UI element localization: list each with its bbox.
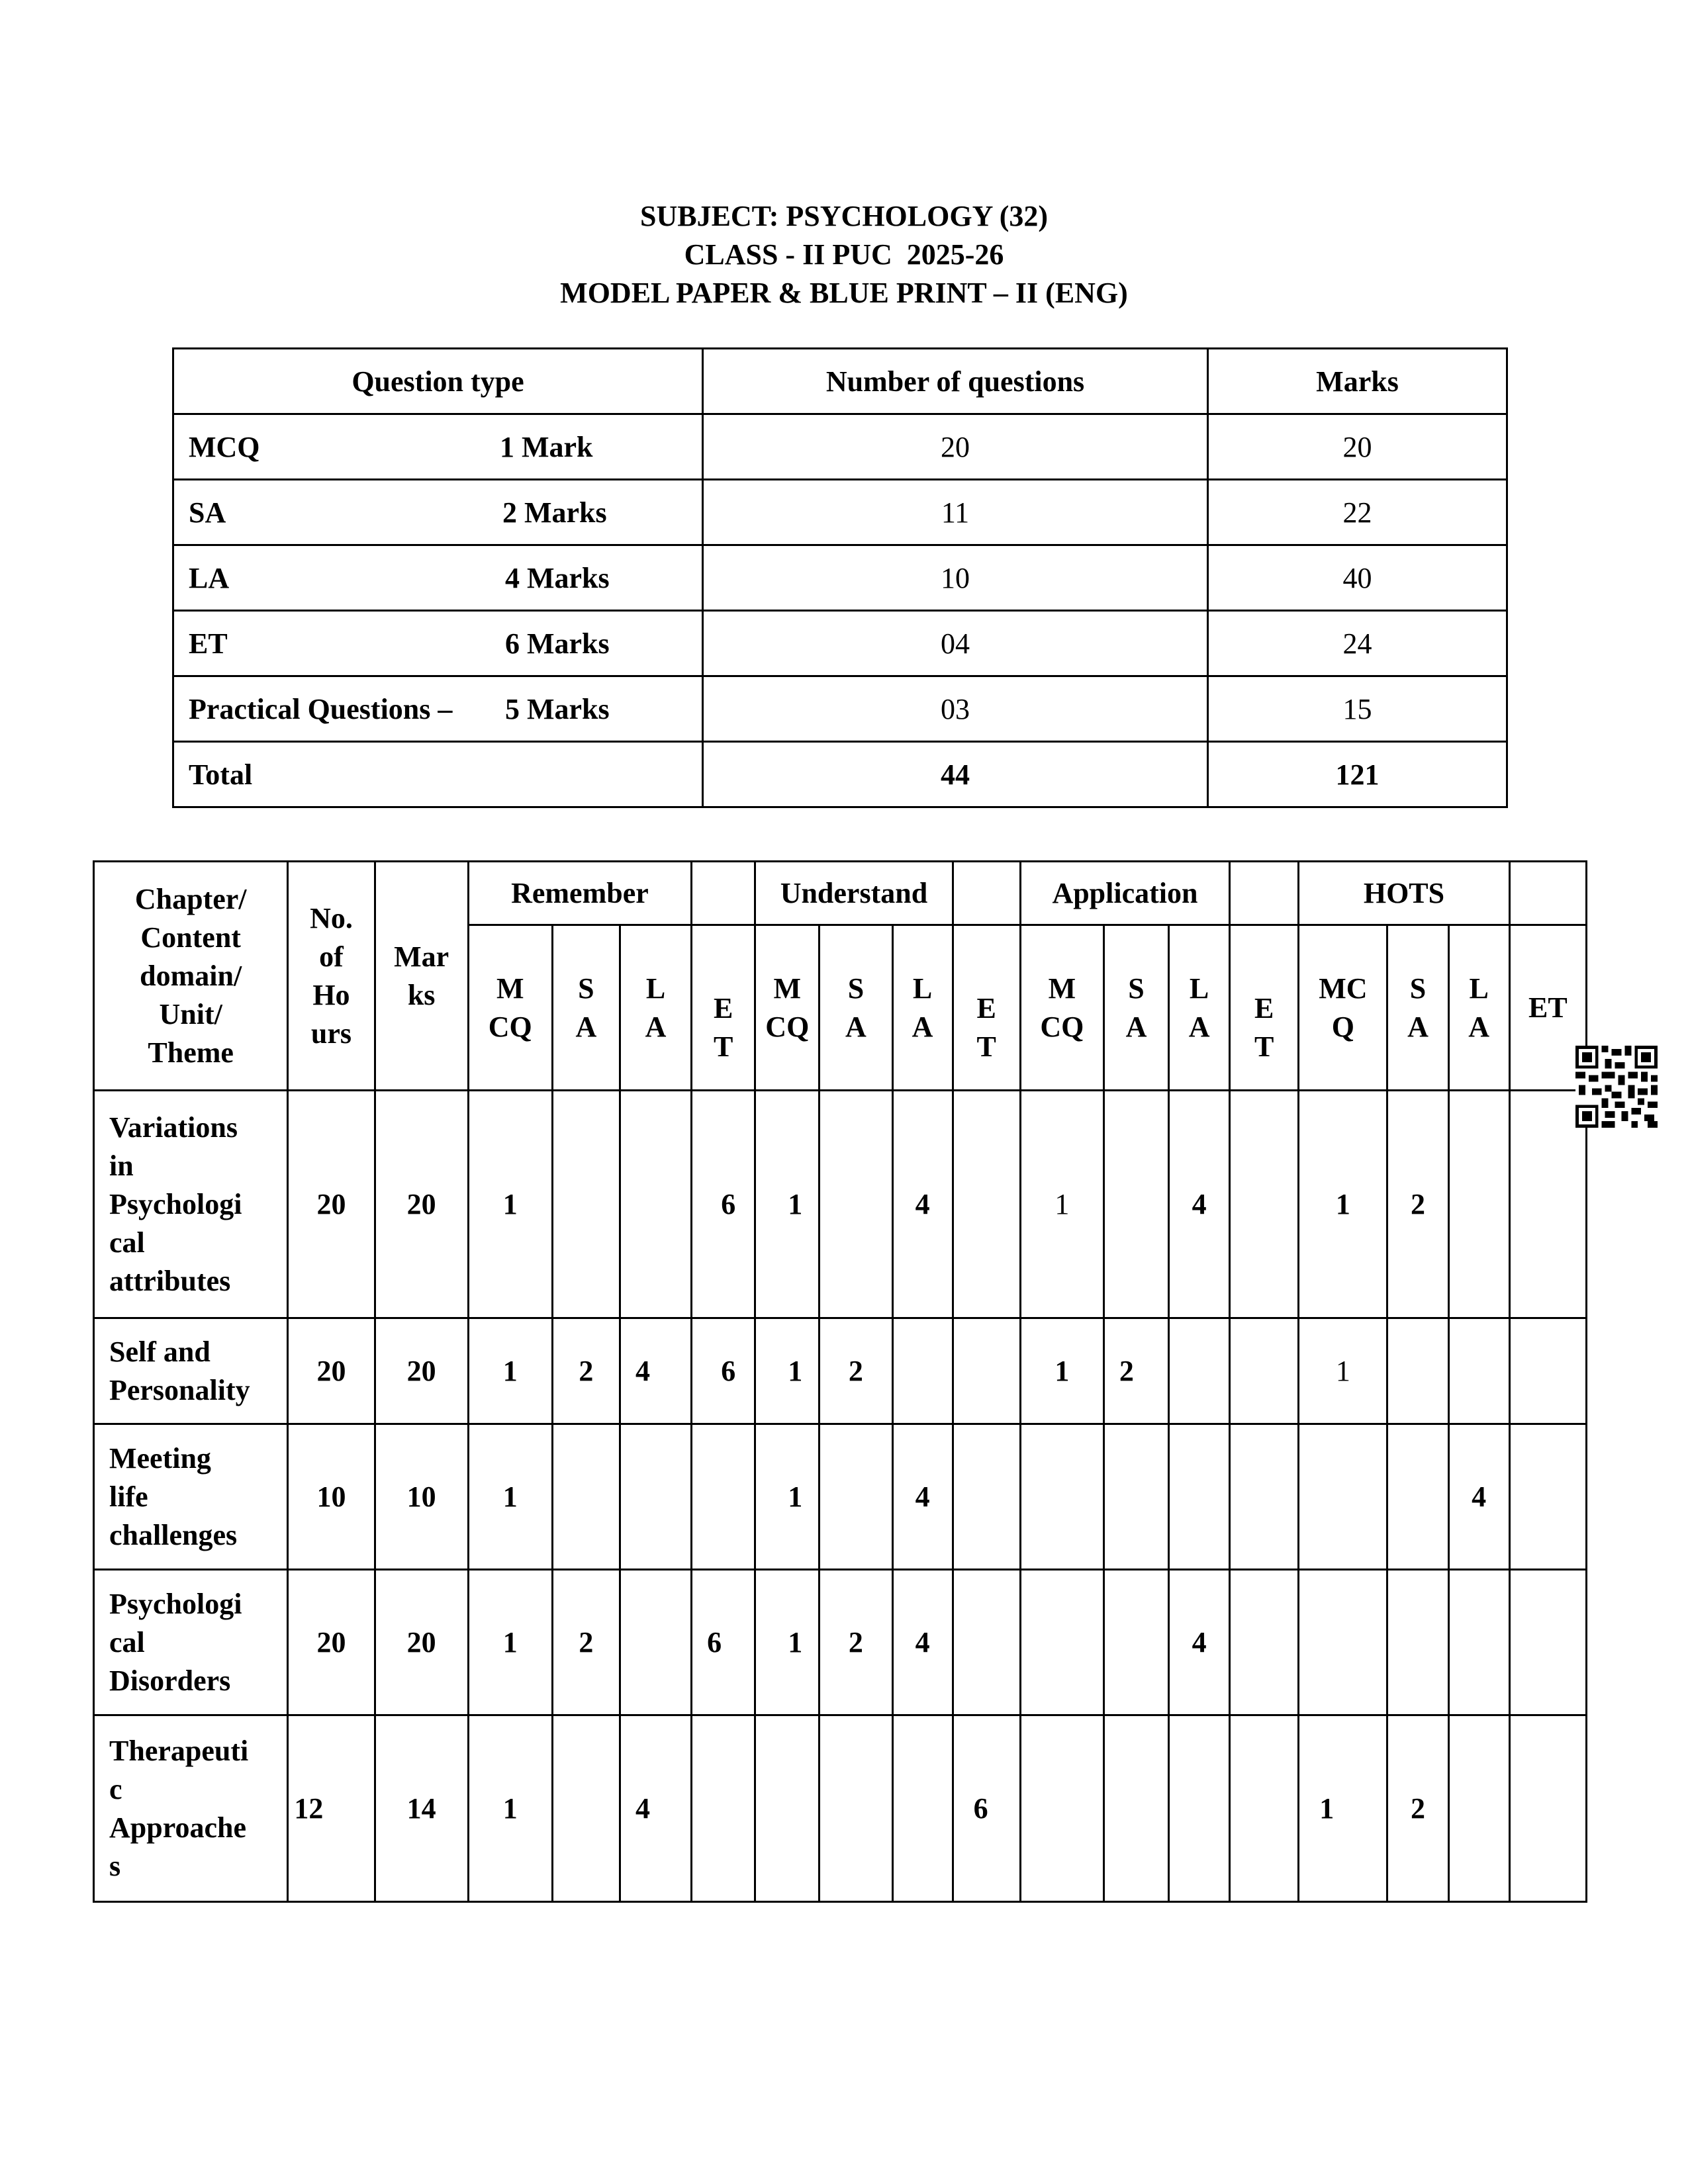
- sub-la: L A: [892, 925, 953, 1091]
- summary-row-total: [173, 742, 1507, 807]
- document-heading: [0, 197, 1688, 312]
- group-hots: HOTS: [1299, 862, 1509, 925]
- cell: 2: [1387, 1715, 1448, 1902]
- cell: [620, 1424, 691, 1570]
- class-title: CLASS - II PUC 2025-26: [684, 238, 1004, 271]
- cell: 4: [892, 1091, 953, 1318]
- total-count: 44: [703, 742, 1208, 807]
- question-count: 20: [703, 414, 1208, 480]
- cell: 1: [468, 1424, 552, 1570]
- col-number-of-questions: Number of questions: [703, 349, 1208, 414]
- cell: 6: [692, 1318, 755, 1424]
- cell: [1448, 1715, 1509, 1902]
- table-row: [94, 1715, 1587, 1902]
- cell: [1020, 1715, 1103, 1902]
- question-type: Practical Questions –: [189, 692, 453, 725]
- col-question-type: Question type: [173, 349, 703, 414]
- chapter-name: Variations in Psychologi cal attributes: [94, 1091, 288, 1318]
- cell: 1: [755, 1091, 820, 1318]
- cell: [692, 1715, 755, 1902]
- cell: [1509, 1570, 1586, 1715]
- cell: 2: [1387, 1091, 1448, 1318]
- cell: 4: [1169, 1091, 1230, 1318]
- cell: [552, 1715, 620, 1902]
- subject-title: SUBJECT: PSYCHOLOGY (32): [639, 200, 1049, 232]
- summary-row-et: [173, 611, 1507, 676]
- cell: 2: [1103, 1318, 1168, 1424]
- cell: [1299, 1424, 1387, 1570]
- col-marks: Marks: [1208, 349, 1507, 414]
- cell: [755, 1715, 820, 1902]
- sub-sa: S A: [820, 925, 892, 1091]
- sub-sa: S A: [552, 925, 620, 1091]
- sub-mcq: M CQ: [468, 925, 552, 1091]
- cell: 4: [1448, 1424, 1509, 1570]
- marks-cell: 20: [375, 1318, 468, 1424]
- cell: [953, 1318, 1020, 1424]
- cell: [1230, 1715, 1299, 1902]
- sub-la: L A: [1169, 925, 1230, 1091]
- cell: [620, 1091, 691, 1318]
- sub-la: L A: [620, 925, 691, 1091]
- cell: [1387, 1424, 1448, 1570]
- cell: [1509, 1424, 1586, 1570]
- cell: [552, 1424, 620, 1570]
- hours-cell: 20: [288, 1570, 375, 1715]
- cell: [1230, 1318, 1299, 1424]
- summary-row-practical: [173, 676, 1507, 742]
- marks-label: 2 Marks: [502, 496, 607, 529]
- cell: [892, 1715, 953, 1902]
- question-count: 11: [703, 480, 1208, 545]
- cell: 1: [468, 1715, 552, 1902]
- cell: [1448, 1318, 1509, 1424]
- hours-cell: 20: [288, 1091, 375, 1318]
- cell: [1509, 1715, 1586, 1902]
- marks-label: 6 Marks: [505, 627, 610, 660]
- cell: 2: [552, 1570, 620, 1715]
- table-row: [94, 1570, 1587, 1715]
- table-row: [94, 1318, 1587, 1424]
- question-type: LA: [189, 561, 230, 594]
- question-marks: 40: [1208, 545, 1507, 611]
- hours-cell: 10: [288, 1424, 375, 1570]
- group-remember: Remember: [468, 862, 691, 925]
- hours-cell: 20: [288, 1318, 375, 1424]
- cell: 1: [468, 1318, 552, 1424]
- col-hours: No. of Ho urs: [288, 862, 375, 1091]
- cell: 1: [1299, 1318, 1387, 1424]
- cell: [892, 1318, 953, 1424]
- col-marks: Mar ks: [375, 862, 468, 1091]
- total-label: Total: [173, 742, 703, 807]
- col-chapter: Chapter/ Content domain/ Unit/ Theme: [94, 862, 288, 1091]
- marks-label: 4 Marks: [505, 561, 610, 594]
- cell: 1: [1299, 1091, 1387, 1318]
- cell: 4: [892, 1570, 953, 1715]
- cell: [953, 1091, 1020, 1318]
- marks-cell: 14: [375, 1715, 468, 1902]
- marks-cell: 20: [375, 1570, 468, 1715]
- hours-cell: 12: [288, 1715, 375, 1902]
- question-type: MCQ: [189, 430, 260, 463]
- summary-row-la: [173, 545, 1507, 611]
- cell: [953, 1424, 1020, 1570]
- sub-mcq: MC Q: [1299, 925, 1387, 1091]
- cell: [1230, 1091, 1299, 1318]
- cell: [1103, 1715, 1168, 1902]
- cell: 1: [755, 1424, 820, 1570]
- group-understand: Understand: [755, 862, 953, 925]
- cell: 6: [953, 1715, 1020, 1902]
- cell: [820, 1091, 892, 1318]
- chapter-name: Psychologi cal Disorders: [94, 1570, 288, 1715]
- question-count: 10: [703, 545, 1208, 611]
- marks-cell: 10: [375, 1424, 468, 1570]
- group-application: Application: [1020, 862, 1229, 925]
- cell: [1103, 1570, 1168, 1715]
- marks-cell: 20: [375, 1091, 468, 1318]
- chapter-name: Self and Personality: [94, 1318, 288, 1424]
- cell: [1509, 1318, 1586, 1424]
- cell: [1230, 1424, 1299, 1570]
- question-type-summary-table: [172, 347, 1508, 808]
- chapter-name: Meeting life challenges: [94, 1424, 288, 1570]
- cell: 6: [692, 1570, 755, 1715]
- cell: 4: [620, 1318, 691, 1424]
- cell: [1169, 1318, 1230, 1424]
- sub-mcq: M CQ: [1020, 925, 1103, 1091]
- paper-title: MODEL PAPER & BLUE PRINT – II (ENG): [560, 277, 1128, 309]
- cell: [1387, 1570, 1448, 1715]
- cell: 4: [620, 1715, 691, 1902]
- cell: [1103, 1424, 1168, 1570]
- cell: 1: [468, 1570, 552, 1715]
- cell: [820, 1424, 892, 1570]
- qr-code-icon: [1575, 1046, 1658, 1128]
- cell: 4: [1169, 1570, 1230, 1715]
- cell: [1020, 1424, 1103, 1570]
- sub-la: L A: [1448, 925, 1509, 1091]
- sub-mcq: M CQ: [755, 925, 820, 1091]
- table-row: [94, 1424, 1587, 1570]
- question-count: 04: [703, 611, 1208, 676]
- table-row: [94, 1091, 1587, 1318]
- marks-label: 5 Marks: [505, 692, 610, 725]
- summary-row-sa: [173, 480, 1507, 545]
- sub-et: E T: [1230, 925, 1299, 1091]
- cell: 6: [692, 1091, 755, 1318]
- cell: [1448, 1570, 1509, 1715]
- cell: [552, 1091, 620, 1318]
- sub-et: ET: [1509, 925, 1586, 1091]
- cell: [1299, 1570, 1387, 1715]
- question-marks: 22: [1208, 480, 1507, 545]
- cell: 4: [892, 1424, 953, 1570]
- blueprint-header-row: [94, 862, 1587, 925]
- cell: [1448, 1091, 1509, 1318]
- question-type: ET: [189, 627, 228, 660]
- cell: 1: [755, 1318, 820, 1424]
- sub-et: E T: [692, 925, 755, 1091]
- cell: 2: [820, 1570, 892, 1715]
- question-marks: 20: [1208, 414, 1507, 480]
- cell: 2: [552, 1318, 620, 1424]
- cell: 1: [1020, 1091, 1103, 1318]
- summary-row-mcq: [173, 414, 1507, 480]
- blueprint-table: [93, 860, 1587, 1903]
- cell: [620, 1570, 691, 1715]
- cell: [953, 1570, 1020, 1715]
- cell: [1387, 1318, 1448, 1424]
- cell: 2: [820, 1318, 892, 1424]
- marks-label: 1 Mark: [500, 430, 593, 463]
- sub-sa: S A: [1103, 925, 1168, 1091]
- cell: [1169, 1715, 1230, 1902]
- cell: [1169, 1424, 1230, 1570]
- cell: [820, 1715, 892, 1902]
- cell: [1103, 1091, 1168, 1318]
- summary-header-row: [173, 349, 1507, 414]
- chapter-name: Therapeuti c Approache s: [94, 1715, 288, 1902]
- cell: 1: [1020, 1318, 1103, 1424]
- cell: 1: [468, 1091, 552, 1318]
- cell: [1230, 1570, 1299, 1715]
- cell: [1020, 1570, 1103, 1715]
- question-type: SA: [189, 496, 226, 529]
- question-marks: 15: [1208, 676, 1507, 742]
- sub-sa: S A: [1387, 925, 1448, 1091]
- question-count: 03: [703, 676, 1208, 742]
- cell: 1: [1299, 1715, 1387, 1902]
- cell: [692, 1424, 755, 1570]
- total-marks: 121: [1208, 742, 1507, 807]
- sub-et: E T: [953, 925, 1020, 1091]
- question-marks: 24: [1208, 611, 1507, 676]
- cell: 1: [755, 1570, 820, 1715]
